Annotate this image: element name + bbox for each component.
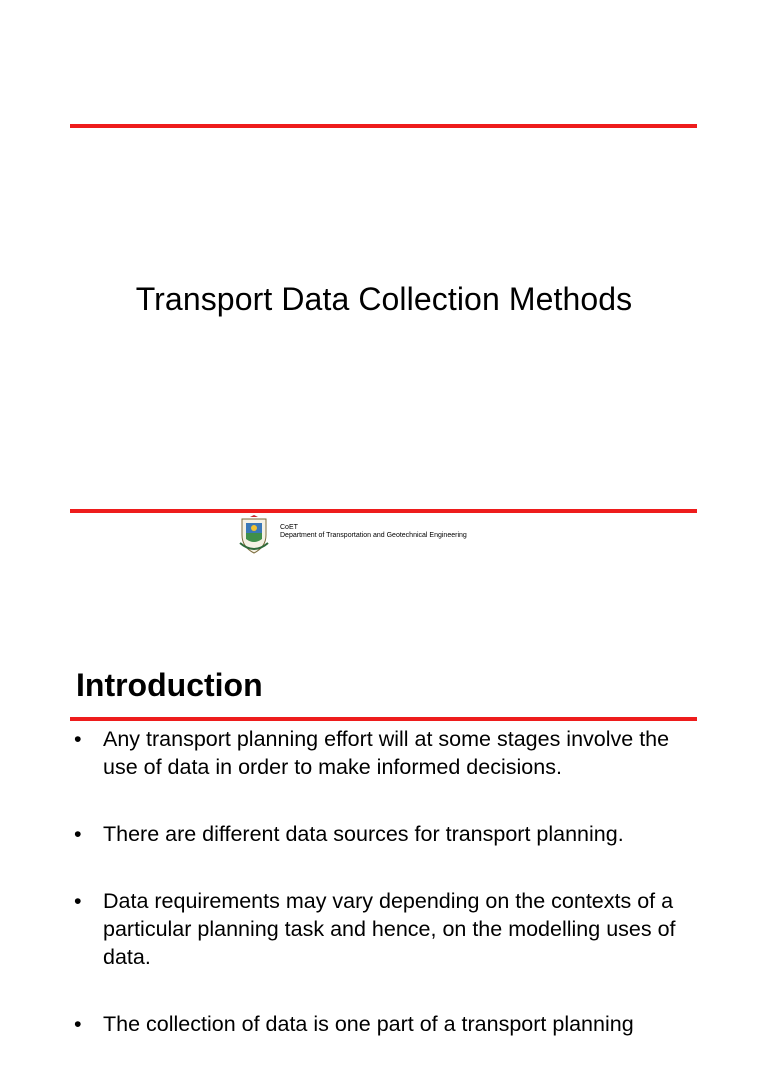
bullet-text: Any transport planning effort will at some stages involve the use of data in order to make informed decisions.: [103, 727, 670, 779]
bullet-list: [74, 725, 704, 1077]
university-crest-icon: [238, 515, 270, 555]
footer-department: Department of Transportation and Geotechnical Engineering: [280, 532, 467, 539]
bullet-marker: •: [74, 822, 82, 846]
bullet-marker: •: [74, 889, 82, 913]
section-heading: Introduction: [76, 667, 263, 703]
slide-title: Transport Data Collection Methods: [135, 281, 633, 317]
bullet-marker: •: [74, 1012, 82, 1036]
list-item: [74, 820, 704, 848]
list-item: [74, 887, 704, 971]
bullet-marker: •: [74, 727, 82, 751]
top-divider: [70, 124, 697, 128]
list-item: [74, 1010, 704, 1038]
footer-org: CoET: [280, 524, 298, 531]
slide-footer: [238, 515, 467, 555]
bottom-divider: [70, 509, 697, 513]
bullet-text: Data requirements may vary depending on the contexts of a particular planning task and hence, on the modelling uses of data.: [103, 889, 676, 969]
heading-divider: [70, 717, 697, 721]
bullet-text: The collection of data is one part of a transport planning: [103, 1012, 634, 1036]
bullet-text: There are different data sources for transport planning.: [103, 822, 624, 846]
list-item: [74, 725, 704, 781]
